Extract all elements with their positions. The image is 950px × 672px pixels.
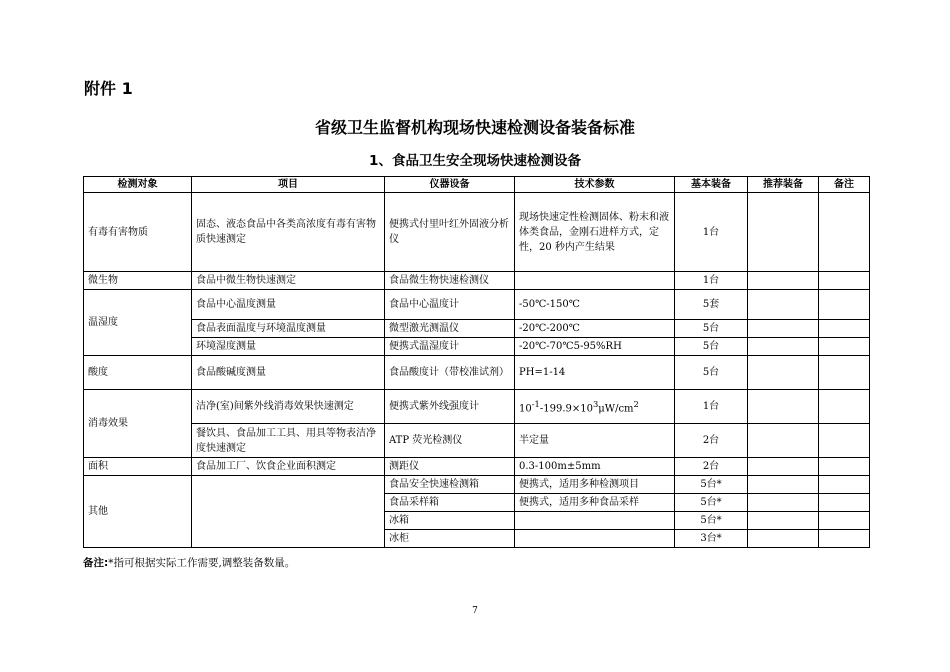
- cell-remark: [819, 424, 870, 458]
- header-basic: 基本装备: [675, 177, 748, 193]
- cell-item: 餐饮具、食品加工工具、用具等物表洁净度快速测定: [192, 424, 385, 458]
- cell-device: 微型激光测温仪: [385, 320, 515, 338]
- cell-recommended: [748, 193, 819, 272]
- header-remark: 备注: [819, 177, 870, 193]
- cell-remark: [819, 494, 870, 512]
- header-device: 仪器设备: [385, 177, 515, 193]
- table-row: [84, 476, 870, 494]
- table-row: [84, 390, 870, 424]
- cell-basic: 5台: [675, 356, 748, 390]
- page-number: 7: [472, 606, 478, 616]
- cell-device: 便携式温湿度计: [385, 338, 515, 356]
- param-exponent: 3: [592, 398, 599, 409]
- table-row: [84, 272, 870, 290]
- cell-remark: [819, 320, 870, 338]
- cell-object: 微生物: [84, 272, 192, 290]
- cell-device: 冰柜: [385, 530, 515, 548]
- header-object: 检测对象: [84, 177, 192, 193]
- cell-remark: [819, 530, 870, 548]
- section-title: 1、食品卫生安全现场快速检测设备: [369, 153, 581, 169]
- cell-remark: [819, 458, 870, 476]
- param-unit: μW/cm: [598, 403, 634, 415]
- cell-recommended: [748, 530, 819, 548]
- cell-recommended: [748, 494, 819, 512]
- cell-remark: [819, 512, 870, 530]
- cell-recommended: [748, 512, 819, 530]
- cell-device: 测距仪: [385, 458, 515, 476]
- cell-param: [515, 272, 675, 290]
- header-recommended: 推荐装备: [748, 177, 819, 193]
- cell-remark: [819, 390, 870, 424]
- cell-param: -50℃-150℃: [515, 290, 675, 320]
- page-title: 省级卫生监督机构现场快速检测设备装备标准: [314, 118, 635, 137]
- table-row: [84, 193, 870, 272]
- cell-device: 冰箱: [385, 512, 515, 530]
- cell-basic: 5套: [675, 290, 748, 320]
- cell-item: [192, 476, 385, 548]
- cell-device: 便携式付里叶红外固液分析仪: [385, 193, 515, 272]
- cell-param: 现场快速定性检测固体、粉末和液体类食品，金刚石进样方式，定性，20 秒内产生结果: [515, 193, 675, 272]
- attachment-label: 附件 1: [84, 79, 133, 98]
- cell-device: 食品酸度计（带校准试剂）: [385, 356, 515, 390]
- cell-object: 消毒效果: [84, 390, 192, 458]
- cell-param: PH=1-14: [515, 356, 675, 390]
- cell-remark: [819, 338, 870, 356]
- param-base: 10: [519, 403, 532, 415]
- cell-basic: 1台: [675, 272, 748, 290]
- cell-object: 酸度: [84, 356, 192, 390]
- cell-item: 食品加工厂、饮食企业面积测定: [192, 458, 385, 476]
- cell-device: 食品微生物快速检测仪: [385, 272, 515, 290]
- cell-recommended: [748, 424, 819, 458]
- equipment-standard-table: [83, 176, 870, 548]
- cell-remark: [819, 476, 870, 494]
- param-range: -199.9×10: [539, 403, 593, 415]
- cell-item: 固态、液态食品中各类高浓度有毒有害物质快速测定: [192, 193, 385, 272]
- cell-recommended: [748, 356, 819, 390]
- cell-recommended: [748, 458, 819, 476]
- cell-param: 0.3-100m±5mm: [515, 458, 675, 476]
- cell-param: 便携式，适用多种检测项目: [515, 476, 675, 494]
- cell-remark: [819, 193, 870, 272]
- cell-basic: 1台: [675, 390, 748, 424]
- table-header-row: [84, 177, 870, 193]
- cell-recommended: [748, 338, 819, 356]
- cell-remark: [819, 290, 870, 320]
- table-row: [84, 338, 870, 356]
- cell-object: 温湿度: [84, 290, 192, 356]
- cell-recommended: [748, 390, 819, 424]
- cell-device: ATP 荧光检测仪: [385, 424, 515, 458]
- table-row: [84, 320, 870, 338]
- table-row: [84, 424, 870, 458]
- cell-basic: 5台: [675, 320, 748, 338]
- cell-basic: 2台: [675, 424, 748, 458]
- cell-basic: 3台*: [675, 530, 748, 548]
- cell-recommended: [748, 320, 819, 338]
- cell-object: 面积: [84, 458, 192, 476]
- cell-remark: [819, 356, 870, 390]
- cell-recommended: [748, 272, 819, 290]
- cell-param: 便携式，适用多种食品采样: [515, 494, 675, 512]
- cell-item: 环境湿度测量: [192, 338, 385, 356]
- cell-device: 便携式紫外线强度计: [385, 390, 515, 424]
- cell-recommended: [748, 476, 819, 494]
- cell-device: 食品中心温度计: [385, 290, 515, 320]
- cell-basic: 2台: [675, 458, 748, 476]
- cell-basic: 5台*: [675, 512, 748, 530]
- cell-param: -20℃-200℃: [515, 320, 675, 338]
- cell-basic: 5台*: [675, 476, 748, 494]
- footnote-text: *指可根据实际工作需要,调整装备数量。: [108, 557, 296, 569]
- param-exponent: -1: [531, 398, 540, 409]
- table-row: [84, 458, 870, 476]
- cell-item: 食品中微生物快速测定: [192, 272, 385, 290]
- cell-param: 半定量: [515, 424, 675, 458]
- cell-param: -20℃-70℃5-95%RH: [515, 338, 675, 356]
- cell-item: 食品酸碱度测量: [192, 356, 385, 390]
- param-exponent: 2: [633, 398, 639, 409]
- cell-item: 食品中心温度测量: [192, 290, 385, 320]
- footnote-label: 备注:: [83, 557, 109, 569]
- table-row: [84, 290, 870, 320]
- footnote: [83, 555, 295, 570]
- cell-device: 食品采样箱: [385, 494, 515, 512]
- header-item: 项目: [192, 177, 385, 193]
- cell-object: 其他: [84, 476, 192, 548]
- cell-param: [515, 512, 675, 530]
- cell-basic: 5台: [675, 338, 748, 356]
- cell-param: [515, 390, 675, 424]
- cell-recommended: [748, 290, 819, 320]
- cell-basic: 5台*: [675, 494, 748, 512]
- cell-basic: 1台: [675, 193, 748, 272]
- cell-object: 有毒有害物质: [84, 193, 192, 272]
- cell-item: 洁净(室)间紫外线消毒效果快速测定: [192, 390, 385, 424]
- header-param: 技术参数: [515, 177, 675, 193]
- cell-param: [515, 530, 675, 548]
- cell-device: 食品安全快速检测箱: [385, 476, 515, 494]
- table-row: [84, 356, 870, 390]
- cell-item: 食品表面温度与环境温度测量: [192, 320, 385, 338]
- cell-remark: [819, 272, 870, 290]
